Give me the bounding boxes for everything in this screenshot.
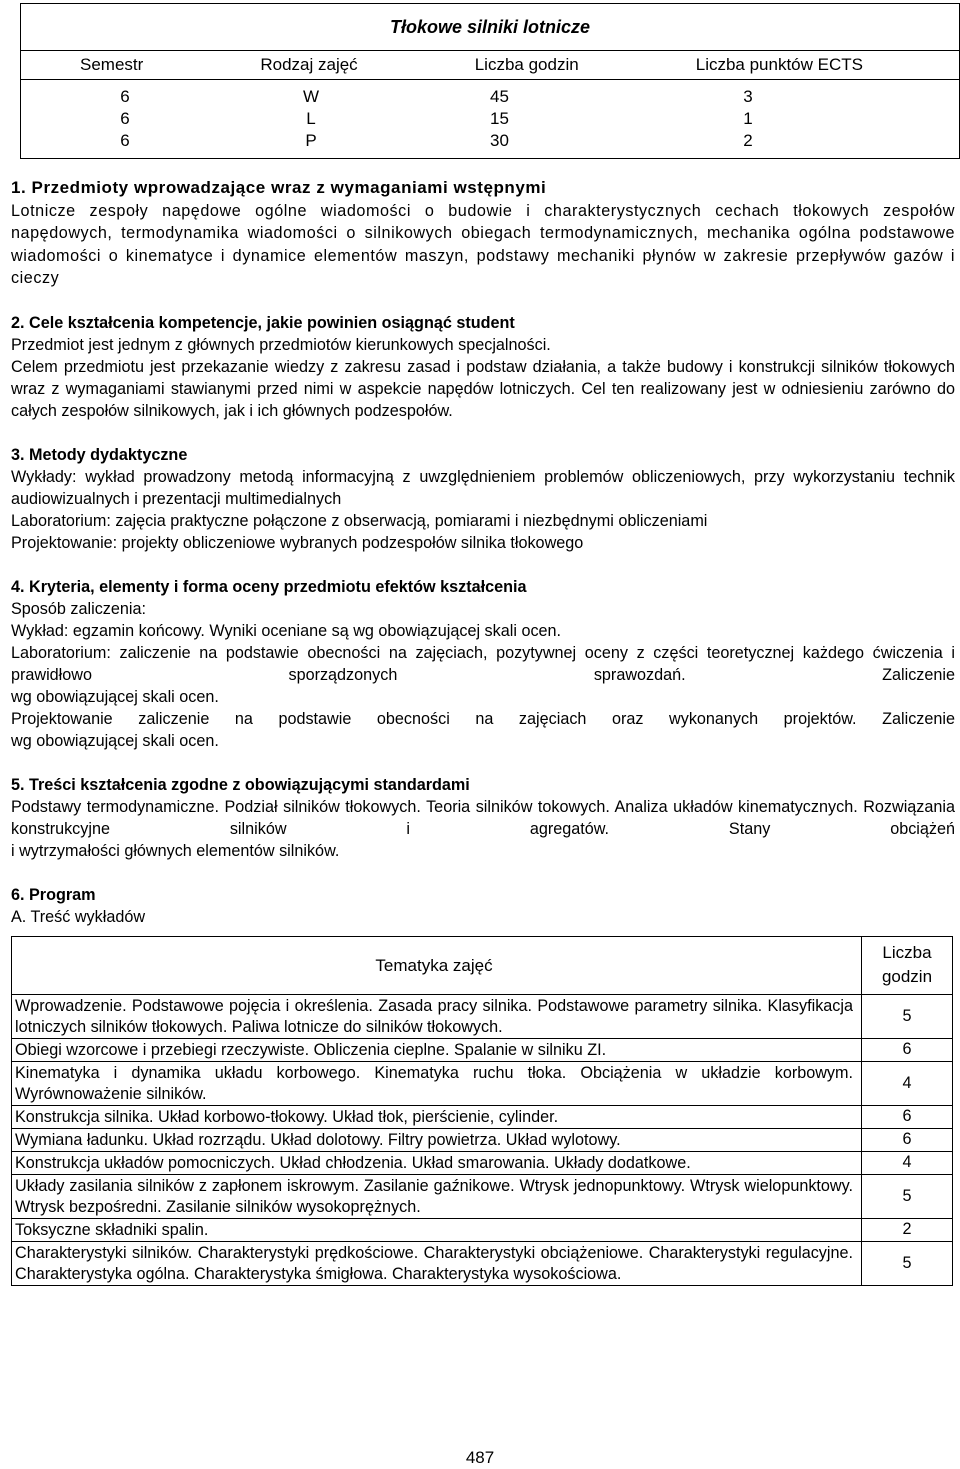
topic-cell: Wymiana ładunku. Układ rozrządu. Układ dolotowy. Filtry powietrza. Układ wylotowy.: [12, 1128, 862, 1151]
section-3-p3: Projektowanie: projekty obliczeniowe wybranych podzespołów silnika tłokowego: [11, 533, 584, 552]
hours-cell: 6: [862, 1128, 953, 1151]
table-row: [12, 1128, 953, 1151]
hours-cell: 2: [862, 1218, 953, 1241]
section-2: [11, 312, 955, 422]
value-cell: 30: [490, 131, 509, 150]
section-4-p1: Sposób zaliczenia:: [11, 599, 146, 618]
value-cell: 6: [120, 87, 130, 106]
section-3: [11, 444, 955, 554]
topic-cell: Konstrukcja układów pomocniczych. Układ chłodzenia. Układ smarowania. Układy dodatkowe.: [12, 1151, 862, 1174]
lecture-program-table: [11, 936, 953, 1286]
value-cell: 1: [743, 109, 753, 128]
col-liczba-godzin: Liczba godzin: [862, 936, 953, 994]
document-page: [10, 3, 955, 1286]
topic-cell: Wprowadzenie. Podstawowe pojęcia i określenia. Zasada pracy silnika. Podstawowe parametry silnika. Klasyfikacja lotniczych silników tłokowych. Paliwa lotnicze do silników tłokowych.: [12, 994, 862, 1038]
hours-cell: 6: [862, 1038, 953, 1061]
table-row: [12, 1218, 953, 1241]
section-3-heading: 3. Metody dydaktyczne: [11, 445, 188, 464]
table-row: [12, 1241, 953, 1285]
table-row: [12, 994, 953, 1038]
section-4-p4b: wg obowiązującej skali ocen.: [11, 731, 219, 750]
col-godziny: Liczba godzin: [474, 55, 579, 74]
topic-cell: Toksyczne składniki spalin.: [12, 1218, 862, 1241]
section-3-p2: Laboratorium: zajęcia praktyczne połączone z obserwacją, pomiarami i niezbędnymi obliczeniami: [11, 511, 708, 530]
topic-cell: Konstrukcja silnika. Układ korbowo-tłokowy. Układ tłok, pierścienie, cylinder.: [12, 1105, 862, 1128]
table-row: [12, 1105, 953, 1128]
section-2-p1: Przedmiot jest jednym z głównych przedmiotów kierunkowych specjalności.: [11, 335, 551, 354]
hours-cell: 5: [862, 1174, 953, 1218]
value-cell: 6: [120, 109, 130, 128]
topic-cell: Układy zasilania silników z zapłonem iskrowym. Zasilanie gaźnikowe. Wtrysk jednopunktowy. Wtrysk wielopunktowy. Wtrysk bezpośredni. Zasilanie silników wysokoprężnych.: [12, 1174, 862, 1218]
hours-cell: 5: [862, 994, 953, 1038]
value-cell: W: [302, 87, 320, 106]
header-values: [21, 86, 959, 152]
section-5-p1b: i wytrzymałości głównych elementów silników.: [11, 841, 340, 860]
program-rows: [12, 994, 953, 1285]
table-row: [12, 1038, 953, 1061]
section-4-p3b: wg obowiązującej skali ocen.: [11, 687, 219, 706]
hours-cell: 6: [862, 1105, 953, 1128]
hours-cell: 4: [862, 1061, 953, 1105]
page-number: 487: [465, 1448, 495, 1467]
section-4-p3a: Laboratorium: zaliczenie na podstawie obecności na zajęciach, pozytywnej oceny z części teoretycznej każdego ćwiczenia i prawidłowo sporządzonych sprawozdań. Zaliczenie: [11, 643, 955, 684]
section-6-heading: 6. Program: [11, 885, 96, 904]
value-cell: L: [306, 109, 316, 128]
section-6: [11, 884, 955, 1286]
topic-cell: Obiegi wzorcowe i przebiegi rzeczywiste. Obliczenia cieplne. Spalanie w silniku ZI.: [12, 1038, 862, 1061]
header-columns: [21, 55, 959, 75]
section-5-heading: 5. Treści kształcenia zgodne z obowiązującymi standardami: [11, 775, 470, 794]
value-cell: 3: [743, 87, 753, 106]
section-5-p1a: Podstawy termodynamiczne. Podział silników tłokowych. Teoria silników tokowych. Analiza układów kinematycznych. Rozwiązania konstrukcyjne silników i agregatów. Stany obciążeń: [11, 797, 955, 838]
topic-cell: Charakterystyki silników. Charakterystyki prędkościowe. Charakterystyki obciążeniowe. Charakterystyki regulacyjne. Charakterystyka ogólna. Charakterystyka śmigłowa. Charakterystyka wysokościowa.: [12, 1241, 862, 1285]
section-6-subheading: A. Treść wykładów: [11, 907, 146, 926]
col-ects: Liczba punktów ECTS: [695, 55, 863, 74]
document-body: [10, 177, 955, 1286]
section-4-p2: Wykład: egzamin końcowy. Wyniki oceniane są wg obowiązującej skali ocen.: [11, 621, 562, 640]
col-semestr: Semestr: [80, 55, 144, 74]
course-header-table: [20, 3, 960, 159]
section-4-heading: 4. Kryteria, elementy i forma oceny przedmiotu efektów kształcenia: [11, 577, 527, 596]
hours-cell: 5: [862, 1241, 953, 1285]
col-tematyka: Tematyka zajęć: [12, 936, 862, 994]
hours-cell: 4: [862, 1151, 953, 1174]
topic-cell: Kinematyka i dynamika układu korbowego. Kinematyka ruchu tłoka. Obciążenia w układzie korbowym. Wyrównoważenie silników.: [12, 1061, 862, 1105]
section-5: [11, 774, 955, 862]
section-4: [11, 576, 955, 752]
value-cell: 6: [120, 131, 130, 150]
value-cell: P: [305, 131, 317, 150]
section-1: [11, 177, 955, 290]
table-row: [12, 1061, 953, 1105]
col-rodzaj: Rodzaj zajęć: [260, 55, 358, 74]
section-3-p1: Wykłady: wykład prowadzony metodą informacyjną z uwzględnieniem problemów obliczeniowych, przy wykorzystaniu technik audiowizualnych i prezentacji multimedialnych: [11, 467, 955, 508]
section-1-body: Lotnicze zespoły napędowe ogólne wiadomości o budowie i charakterystycznych cechach tłokowych zespołów napędowych, termodynamika wiadomości o silnikowych obiegach termodynamicznych, mechanika ogólna podstawowe wiadomości o kinematyce i dynamice elementów maszyn, podstawy mechaniki płynów w zakresie przepływów gazów i cieczy: [11, 201, 955, 287]
value-cell: 45: [490, 87, 509, 106]
table-row: [12, 1174, 953, 1218]
section-4-p4a: Projektowanie zaliczenie na podstawie obecności na zajęciach oraz wykonanych projektów. Zaliczenie: [11, 709, 955, 728]
section-2-p2: Celem przedmiotu jest przekazanie wiedzy z zakresu zasad i podstaw działania, a także budowy i konstrukcji silników tłokowych wraz z wymaganiami stawianymi przed nimi w aspekcie napędów lotniczych. Cel ten realizowany jest w odniesieniu zarówno do całych zespołów silnikowych, jak i ich głównych podzespołów.: [11, 357, 955, 420]
section-1-heading: 1. Przedmioty wprowadzające wraz z wymaganiami wstępnymi: [11, 178, 547, 197]
value-cell: 15: [490, 109, 509, 128]
table-row: [12, 1151, 953, 1174]
value-cell: 2: [743, 131, 753, 150]
course-title: Tłokowe silniki lotnicze: [21, 4, 960, 51]
section-2-heading: 2. Cele kształcenia kompetencje, jakie powinien osiągnąć student: [11, 313, 515, 332]
